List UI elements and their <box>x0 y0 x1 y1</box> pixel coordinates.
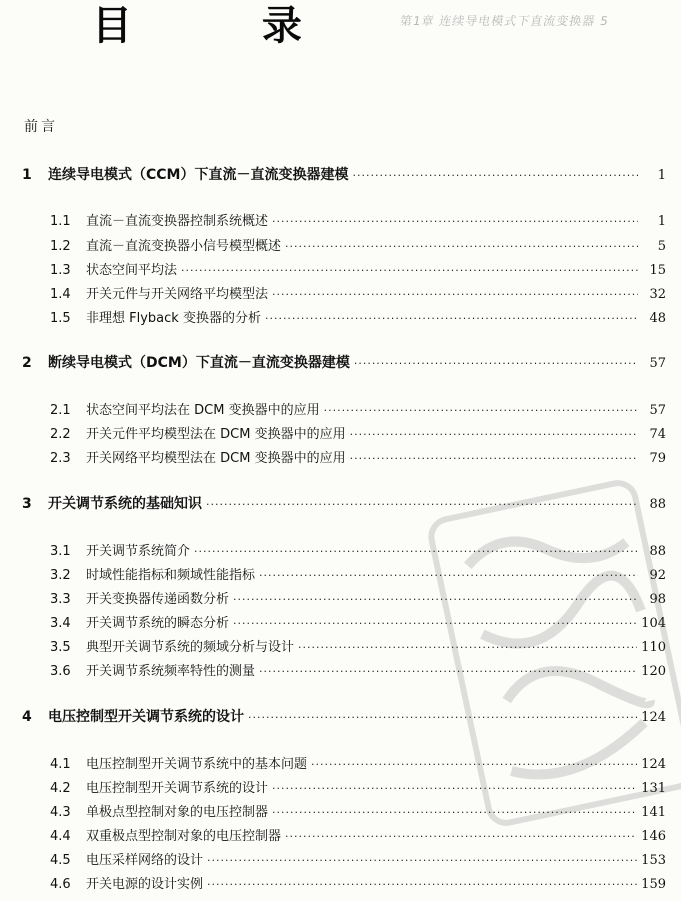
page-number: 5 <box>657 239 666 254</box>
dot-leader <box>233 617 637 630</box>
toc-section-2-2[interactable] <box>50 423 666 442</box>
dot-leader <box>272 782 637 795</box>
chapter-title: 开关调节系统的基础知识 <box>48 496 202 512</box>
dot-leader <box>207 854 637 867</box>
dot-leader <box>285 830 637 843</box>
page-number: 88 <box>649 544 666 559</box>
toc-section-4-4[interactable] <box>50 825 666 844</box>
toc-section-2-1[interactable] <box>50 399 666 418</box>
page-number: 120 <box>641 664 666 679</box>
page-number: 1 <box>657 214 666 229</box>
dot-leader <box>181 264 638 277</box>
dot-leader <box>259 569 638 582</box>
section-title: 开关元件与开关网络平均模型法 <box>86 287 269 302</box>
dot-leader <box>350 428 638 441</box>
toc-section-4-6[interactable] <box>50 873 666 892</box>
page-number: 104 <box>641 616 666 631</box>
toc-section-1-3[interactable] <box>50 259 666 278</box>
section-number: 4.1 <box>50 757 71 772</box>
toc-section-3-6[interactable] <box>50 660 666 679</box>
section-title: 单极点型控制对象的电压控制器 <box>86 805 269 820</box>
section-title: 非理想 Flyback 变换器的分析 <box>86 311 261 326</box>
page-number: 141 <box>641 805 666 820</box>
dot-leader <box>272 806 637 819</box>
section-title: 开关电源的设计实例 <box>86 877 204 892</box>
section-number: 1.3 <box>50 263 71 278</box>
section-title: 双重极点型控制对象的电压控制器 <box>86 829 282 844</box>
dot-leader <box>233 593 638 606</box>
toc-section-4-5[interactable] <box>50 849 666 868</box>
page-number: 79 <box>649 451 666 466</box>
section-number: 1.2 <box>50 239 71 254</box>
section-number: 1.5 <box>50 311 71 326</box>
page-number: 153 <box>641 853 666 868</box>
section-title: 开关调节系统的瞬态分析 <box>86 616 230 631</box>
page-number: 32 <box>649 287 666 302</box>
dot-leader <box>248 711 637 724</box>
section-title: 电压采样网络的设计 <box>86 853 204 868</box>
toc-chapter-3[interactable] <box>22 493 666 513</box>
section-number: 4.4 <box>50 829 71 844</box>
chapter-number: 1 <box>22 167 32 183</box>
section-number: 3.3 <box>50 592 71 607</box>
dot-leader <box>272 215 638 228</box>
section-title: 电压控制型开关调节系统中的基本问题 <box>86 757 308 772</box>
toc-chapter-4[interactable] <box>22 706 666 726</box>
chapter-number: 2 <box>22 355 32 371</box>
page-number: 57 <box>649 356 666 371</box>
toc-section-4-2[interactable] <box>50 777 666 796</box>
section-title: 时域性能指标和频域性能指标 <box>86 568 256 583</box>
page-number: 124 <box>641 710 666 725</box>
page-number: 110 <box>641 640 666 655</box>
running-header: 第1章 连续导电模式下直流变换器 5 <box>398 14 611 28</box>
section-number: 3.2 <box>50 568 71 583</box>
toc-section-3-5[interactable] <box>50 636 666 655</box>
page-number: 159 <box>641 877 666 892</box>
page-number: 15 <box>649 263 666 278</box>
toc-section-2-3[interactable] <box>50 447 666 466</box>
dot-leader <box>207 878 637 891</box>
dot-leader <box>285 240 638 253</box>
section-number: 2.1 <box>50 403 71 418</box>
dot-leader <box>311 758 637 771</box>
section-title: 开关元件平均模型法在 DCM 变换器中的应用 <box>86 427 346 442</box>
section-title: 开关变换器传递函数分析 <box>86 592 230 607</box>
section-title: 开关调节系统简介 <box>86 544 191 559</box>
toc-section-3-3[interactable] <box>50 588 666 607</box>
chapter-title: 电压控制型开关调节系统的设计 <box>48 709 244 725</box>
dot-leader <box>194 545 638 558</box>
dot-leader <box>272 288 638 301</box>
page-number: 74 <box>649 427 666 442</box>
toc-section-1-5[interactable] <box>50 307 666 326</box>
toc-section-4-1[interactable] <box>50 753 666 772</box>
dot-leader <box>206 498 638 511</box>
toc-section-3-4[interactable] <box>50 612 666 631</box>
section-title: 直流－直流变换器控制系统概述 <box>86 214 269 229</box>
section-number: 1.4 <box>50 287 71 302</box>
dot-leader <box>298 641 637 654</box>
section-number: 3.1 <box>50 544 71 559</box>
page-number: 88 <box>649 497 666 512</box>
toc-section-3-2[interactable] <box>50 564 666 583</box>
section-number: 4.6 <box>50 877 71 892</box>
toc-section-1-2[interactable] <box>50 235 666 254</box>
page-number: 146 <box>641 829 666 844</box>
page-number: 57 <box>649 403 666 418</box>
section-number: 4.3 <box>50 805 71 820</box>
section-title: 电压控制型开关调节系统的设计 <box>86 781 269 796</box>
section-number: 3.5 <box>50 640 71 655</box>
section-number: 3.6 <box>50 664 71 679</box>
toc-preface[interactable]: 前言 <box>24 119 58 135</box>
dot-leader <box>354 357 638 370</box>
page-number: 98 <box>649 592 666 607</box>
dot-leader <box>352 169 638 182</box>
dot-leader <box>350 452 638 465</box>
section-title: 状态空间平均法在 DCM 变换器中的应用 <box>86 403 320 418</box>
section-number: 1.1 <box>50 214 71 229</box>
toc-section-4-3[interactable] <box>50 801 666 820</box>
page-title: 目 录 <box>92 3 360 49</box>
toc-chapter-1[interactable] <box>22 164 666 184</box>
toc-section-3-1[interactable] <box>50 540 666 559</box>
chapter-number: 4 <box>22 709 32 725</box>
chapter-title: 连续导电模式（CCM）下直流－直流变换器建模 <box>48 167 349 183</box>
section-title: 直流－直流变换器小信号模型概述 <box>86 239 282 254</box>
chapter-number: 3 <box>22 496 32 512</box>
section-title: 状态空间平均法 <box>86 263 178 278</box>
dot-leader <box>259 665 637 678</box>
section-number: 2.3 <box>50 451 71 466</box>
page-number: 131 <box>641 781 666 796</box>
section-title: 开关网络平均模型法在 DCM 变换器中的应用 <box>86 451 346 466</box>
section-title: 典型开关调节系统的频域分析与设计 <box>86 640 295 655</box>
toc-chapter-2[interactable] <box>22 352 666 372</box>
section-number: 4.5 <box>50 853 71 868</box>
page-number: 1 <box>657 168 666 183</box>
section-number: 2.2 <box>50 427 71 442</box>
dot-leader <box>324 404 638 417</box>
section-number: 3.4 <box>50 616 71 631</box>
page-number: 124 <box>641 757 666 772</box>
section-number: 4.2 <box>50 781 71 796</box>
chapter-title: 断续导电模式（DCM）下直流－直流变换器建模 <box>48 355 350 371</box>
dot-leader <box>265 312 638 325</box>
page-number: 92 <box>649 568 666 583</box>
page-number: 48 <box>649 311 666 326</box>
section-title: 开关调节系统频率特性的测量 <box>86 664 256 679</box>
toc-section-1-4[interactable] <box>50 283 666 302</box>
toc-section-1-1[interactable] <box>50 210 666 229</box>
